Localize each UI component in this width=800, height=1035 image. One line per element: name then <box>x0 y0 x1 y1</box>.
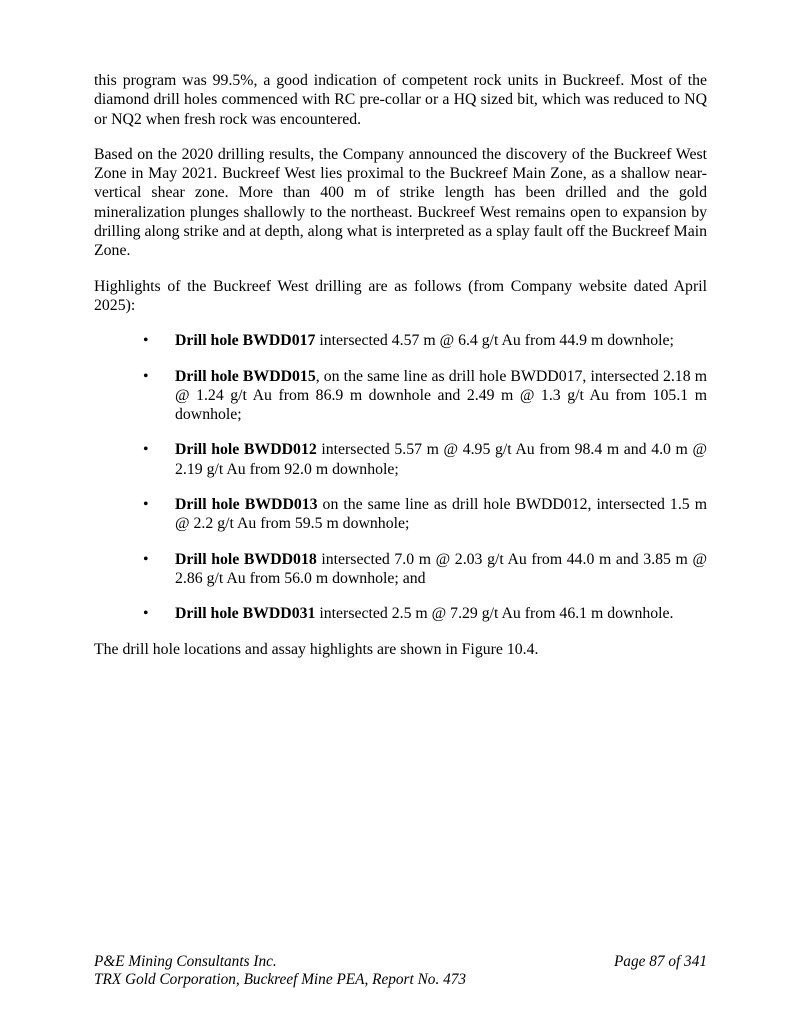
page-footer <box>94 953 707 989</box>
footer-company: P&E Mining Consultants Inc. <box>94 953 277 970</box>
drill-hole-detail: intersected 4.57 m @ 6.4 g/t Au from 44.9 m downhole; <box>315 332 674 350</box>
paragraph-drilling-recovery: this program was 99.5%, a good indication of competent rock units in Buckreef. Most of the diamond drill holes commenced with RC pre-collar or a HQ sized bit, which was reduced to NQ or NQ2 when fresh rock was encountered. <box>94 72 707 128</box>
drill-hole-detail: , on the same line as drill hole BWDD017, intersected 2.18 m @ 1.24 g/t Au from 86.9 m downhole and 2.49 m @ 1.3 g/t Au from 105.1 m downhole; <box>175 367 707 424</box>
paragraph-buckreef-west-discovery: Based on the 2020 drilling results, the Company announced the discovery of the Buckreef West Zone in May 2021. Buckreef West lies proximal to the Buckreef Main Zone, as a shallow near-vertical shear zone. More than 400 m of strike length has been drilled and the gold mineralization plunges shallowly to the northeast. Buckreef West remains open to expansion by drilling along strike and at depth, along what is interpreted as a splay fault off the Buckreef Main Zone. <box>94 145 707 260</box>
list-item <box>94 440 707 479</box>
bullet-icon: • <box>143 496 149 514</box>
bullet-icon: • <box>143 441 149 459</box>
drill-hole-label: Drill hole BWDD012 <box>175 441 317 459</box>
page-body <box>94 71 707 675</box>
drill-hole-label: Drill hole BWDD013 <box>175 496 318 514</box>
footer-page-number: Page 87 of 341 <box>613 953 707 970</box>
list-item <box>94 495 707 534</box>
paragraph-highlights-intro: Highlights of the Buckreef West drilling are as follows (from Company website dated April 2025): <box>94 277 707 314</box>
drill-highlights-list <box>94 331 707 623</box>
bullet-icon: • <box>143 332 149 350</box>
footer-report-title: TRX Gold Corporation, Buckreef Mine PEA, Report No. 473 <box>94 971 467 988</box>
list-item <box>94 367 707 425</box>
drill-hole-label: Drill hole BWDD017 <box>175 332 316 350</box>
footer-left-block <box>94 953 466 989</box>
drill-hole-label: Drill hole BWDD015 <box>175 367 316 385</box>
bullet-icon: • <box>143 367 149 385</box>
drill-hole-detail: intersected 5.57 m @ 4.95 g/t Au from 98.4 m and 4.0 m @ 2.19 g/t Au from 92.0 m downhole; <box>175 441 708 478</box>
list-item <box>94 604 707 623</box>
drill-hole-detail: intersected 2.5 m @ 7.29 g/t Au from 46.1 m downhole. <box>315 605 674 623</box>
drill-hole-label: Drill hole BWDD031 <box>175 605 316 623</box>
drill-hole-detail: intersected 7.0 m @ 2.03 g/t Au from 44.0 m and 3.85 m @ 2.86 g/t Au from 56.0 m downhole; and <box>175 550 708 587</box>
list-item <box>94 550 707 589</box>
drill-hole-detail: on the same line as drill hole BWDD012, intersected 1.5 m @ 2.2 g/t Au from 59.5 m downhole; <box>175 496 707 533</box>
drill-hole-label: Drill hole BWDD018 <box>175 550 317 568</box>
paragraph-closing: The drill hole locations and assay highlights are shown in Figure 10.4. <box>94 640 539 658</box>
bullet-icon: • <box>143 605 149 623</box>
bullet-icon: • <box>143 550 149 568</box>
list-item <box>94 331 707 350</box>
